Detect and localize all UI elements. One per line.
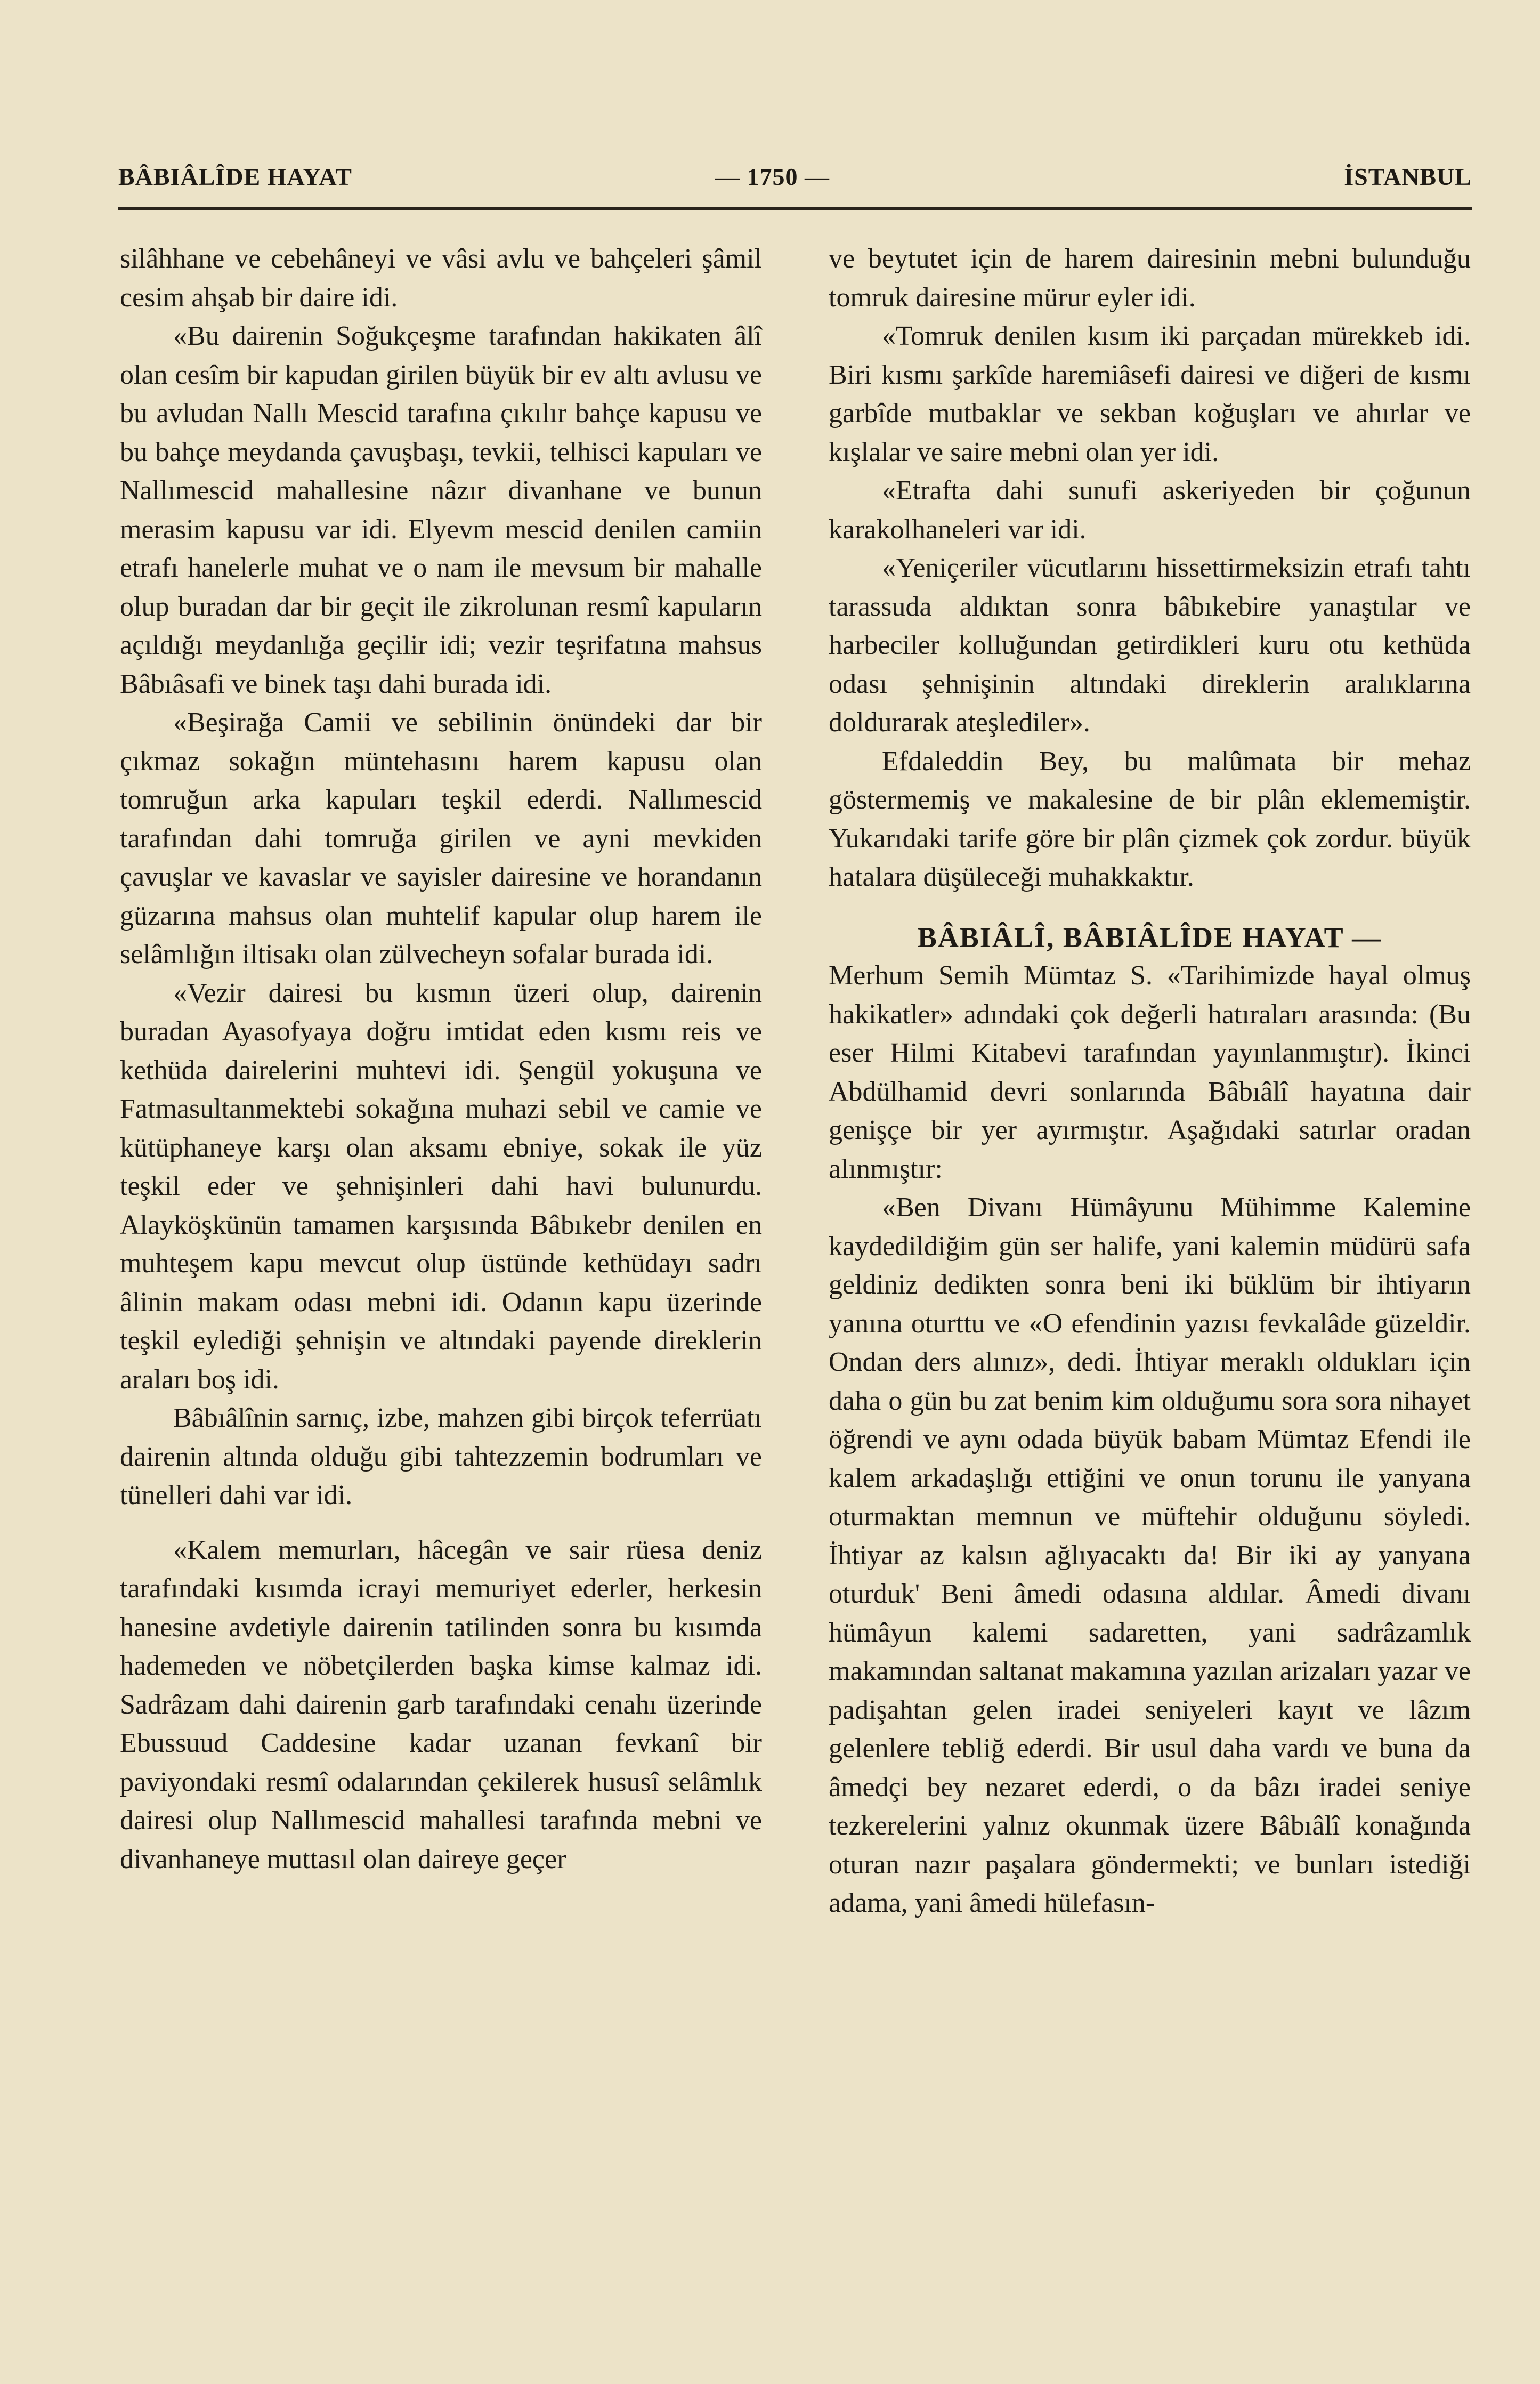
left-paragraph-6: «Kalem memurları, hâcegân ve sair rüesa deniz tarafındaki kısımda icrayi memuriyet ederler, herkesin hanesine avdetiyle dairenin tatilinden sonra bu kısımda hademeden ve nöbetçilerden başka kimse kalmaz idi. Sadrâzam dahi dairenin garb tarafındaki cenahı üzerinde Ebussuud Caddesine kadar uzanan fevkanî bir paviyondaki resmî odalarından çekilerek hususî selâmlık dairesi olup Nallımescid mahallesi tarafında mebni ve divanhaneye muttasıl olan daireye geçer	[120, 1534, 762, 1874]
right-paragraph-2: «Tomruk denilen kısım iki parçadan mürekkeb idi. Biri kısmı şarkîde haremiâsefi dairesi ve diğeri de kısmı garbîde mutbaklar ve sekban koğuşları ve ahırlar ve kışlalar ve saire mebni olan yer idi.	[829, 321, 1471, 467]
page-number: — 1750 —	[715, 163, 830, 190]
right-paragraph-5: Efdaleddin Bey, bu malûmata bir mehaz göstermemiş ve makalesine de bir plân eklememiştir. Yukarıdaki tarife göre bir plân çizmek çok zordur. büyük hatalara düşüleceği muhakkaktır.	[829, 746, 1471, 892]
section-title: BÂBIÂLÎ, BÂBIÂLÎDE HAYAT —	[917, 921, 1382, 953]
header-city: İSTANBUL	[1344, 163, 1472, 190]
left-paragraph-4: «Vezir dairesi bu kısmın üzeri olup, dairenin buradan Ayasofyaya doğru imtidat eden kısmı reis ve kethüda dairelerini muhtevi idi. Şengül yokuşuna ve Fatmasultanmektebi sokağına muhazi sebil ve camie ve kütüphaneye karşı olan aksamı ebniye, sokak ile yüz teşkil eder ve şehnişinleri dahi havi bulunurdu. Alayköşkünün tamamen karşısında Bâbıkebr denilen en muhteşem kapu mevcut olup üstünde kethüdayı sadrı âlinin makam odası mebni idi. Odanın kapu üzerinde teşkil eylediği şehnişin ve altındaki payende direklerin araları boş idi.	[120, 977, 762, 1395]
right-paragraph-3: «Etrafta dahi sunufi askeriyeden bir çoğunun karakolhaneleri var idi.	[829, 475, 1471, 545]
left-paragraph-5: Bâbıâlînin sarnıç, izbe, mahzen gibi birçok teferrüatı dairenin altında olduğu gibi tahtezzemin bodrumları ve tünelleri dahi var idi.	[120, 1403, 762, 1510]
left-paragraph-2: «Bu dairenin Soğukçeşme tarafından hakikaten âlî olan cesîm bir kapudan girilen büyük bir ev altı avlusu ve bu avludan Nallı Mescid tarafına çıkılır bahçe kapusu ve bu bahçe meydanda çavuşbaşı, tevkii, telhisci kapuları ve Nallımescid mahallesine nâzır divanhane ve bunun merasim kapusu var idi. Elyevm mescid denilen camiin etrafı hanelerle muhat ve o nam ile mevsum bir mahalle olup buradan dar bir geçit ile zikrolunan resmî kapuların açıldığı meydanlığa geçilir idi; vezir teşrifatına mahsus Bâbıâsafi ve binek taşı dahi burada idi.	[120, 321, 762, 699]
right-paragraph-6: Merhum Semih Mümtaz S. «Tarihimizde hayal olmuş hakikatler» adındaki çok değerli hatıraları arasında: (Bu eser Hilmi Kitabevi tarafından yayınlanmıştır). İkinci Abdülhamid devri sonlarında Bâbıâlî hayatına dair genişçe bir yer ayırmıştır. Aşağıdaki satırlar oradan alınmıştır:	[829, 960, 1471, 1184]
right-column	[829, 240, 1471, 1923]
right-paragraph-1: ve beytutet için de harem dairesinin mebni bulunduğu tomruk dairesine mürur eyler idi.	[829, 244, 1471, 313]
left-paragraph-3: «Beşirağa Camii ve sebilinin önündeki dar bir çıkmaz sokağın müntehasını harem kapusu olan tomruğun arka kapuları teşkil ederdi. Nallımescid tarafından dahi tomruğa girilen ve ayni mevkiden çavuşlar ve kavaslar ve sayisler dairesine ve horandanın güzarına mahsus olan muhtelif kapular olup harem ile selâmlığın iltisakı olan zülvecheyn sofalar burada idi.	[120, 707, 762, 969]
right-paragraph-4: «Yeniçeriler vücutlarını hissettirmeksizin etrafı tahtı tarassuda aldıktan sonra bâbıkebire yanaştılar ve harbeciler kolluğundan getirdikleri kuru otu kethüda odası şehnişinin altındaki direklerin aralıklarına doldurarak ateşlediler».	[829, 553, 1471, 738]
left-column	[120, 240, 762, 1879]
left-paragraph-1: silâhhane ve cebehâneyi ve vâsi avlu ve bahçeleri şâmil cesim ahşab bir daire idi.	[120, 244, 762, 313]
running-header	[118, 163, 1472, 205]
right-paragraph-7: «Ben Divanı Hümâyunu Mühimme Kalemine kaydedildiğim gün ser halife, yani kalemin müdürü safa geldiniz dedikten sonra beni iki büklüm bir ihtiyarın yanına oturttu ve «O efendinin yazısı fevkalâde güzeldir. Ondan ders alınız», dedi. İhtiyar meraklı oldukları için daha o gün bu zat benim kim olduğumu sora sora nihayet öğrendi ve aynı odada büyük babam Mümtaz Efendi ile kalem arkadaşlığı ettiğini ve onun torunu ile yanyana oturmaktan memnun ve müftehir olduğunu söyledi. İhtiyar az kalsın ağlıyacaktı da! Bir iki ay yanyana oturduk' Beni âmedi odasına aldılar. Âmedi divanı hümâyun kalemi sadaretten, yani sadrâzamlık makamından saltanat makamına yazılan arizaları yazar ve padişahtan gelen iradei seniyeleri kayıt ve lâzım gelenlere tebliğ ederdi. Bir usul daha vardı ve buna da âmedçi bey nezaret ederdi, o da bâzı iradei seniye tezkerelerini yalnız okunmak üzere Bâbıâlî konağında oturan nazır paşalara göndermekti; ve bunları istediği adama, yani âmedi hülefasın-	[829, 1192, 1471, 1918]
header-rule	[118, 207, 1472, 210]
header-title: BÂBIÂLÎDE HAYAT	[118, 163, 352, 190]
